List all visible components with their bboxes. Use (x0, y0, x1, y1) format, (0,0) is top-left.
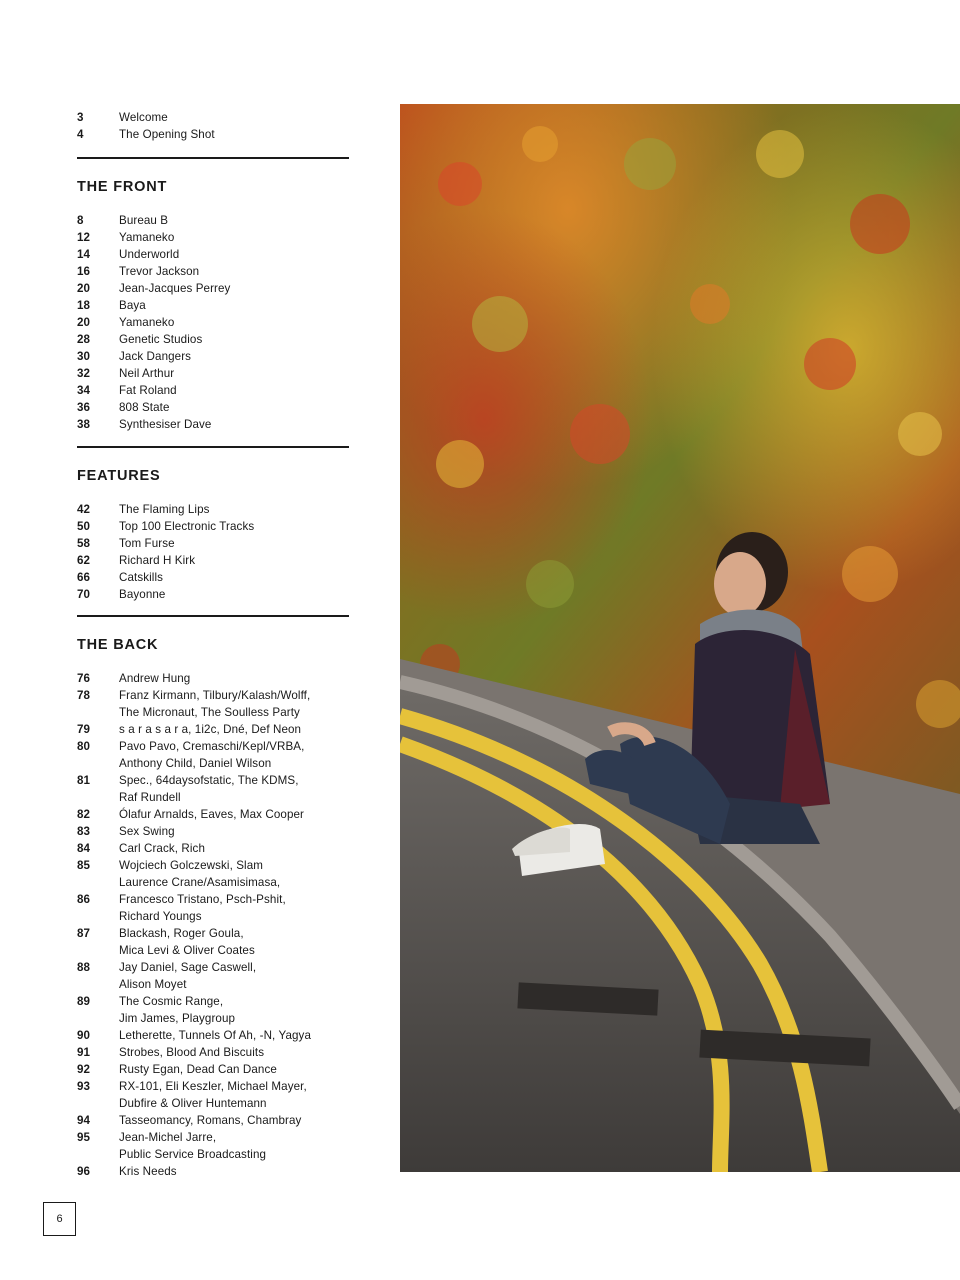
toc-page-number: 95 (77, 1131, 91, 1144)
toc-entry[interactable] (77, 212, 349, 229)
toc-page-number: 20 (77, 316, 91, 329)
toc-title: Kris Needs (119, 1165, 177, 1178)
toc-entry[interactable] (77, 297, 349, 314)
toc-page-number: 96 (77, 1165, 91, 1178)
toc-title: Bureau B (119, 214, 169, 227)
toc-entry[interactable] (77, 823, 349, 840)
toc-entry[interactable] (77, 416, 349, 433)
toc-entry[interactable] (77, 1163, 349, 1180)
toc-page-number: 20 (77, 282, 91, 295)
toc-page-number: 34 (77, 384, 91, 397)
toc-entry[interactable] (77, 959, 349, 993)
toc-title: Richard H Kirk (119, 554, 196, 567)
toc-entry[interactable] (77, 314, 349, 331)
toc-entry[interactable] (77, 552, 349, 569)
toc-page-number: 92 (77, 1063, 91, 1076)
section-divider (77, 615, 349, 617)
toc-page-number: 12 (77, 231, 91, 244)
toc-page-number: 85 (77, 859, 91, 872)
toc-page-number: 87 (77, 927, 91, 940)
toc-entry[interactable] (77, 857, 349, 891)
toc-title: Strobes, Blood And Biscuits (119, 1046, 265, 1059)
toc-title: Catskills (119, 571, 164, 584)
toc-entry[interactable] (77, 331, 349, 348)
toc-page-number: 58 (77, 537, 91, 550)
toc-entry[interactable] (77, 229, 349, 246)
toc-title: Neil Arthur (119, 367, 175, 380)
toc-title: RX-101, Eli Keszler, Michael Mayer, Dubfire & Oliver Huntemann (119, 1080, 307, 1110)
toc-entry[interactable] (77, 687, 349, 721)
toc-title: Wojciech Golczewski, Slam Laurence Crane/Asamisimasa, (119, 859, 281, 889)
toc-entry[interactable] (77, 348, 349, 365)
toc-page-number: 38 (77, 418, 91, 431)
toc-title: Synthesiser Dave (119, 418, 212, 431)
toc-title: Welcome (119, 111, 168, 124)
toc-entry[interactable] (77, 1078, 349, 1112)
toc-page-number: 70 (77, 588, 91, 601)
toc-title: Ólafur Arnalds, Eaves, Max Cooper (119, 808, 305, 821)
toc-title: Top 100 Electronic Tracks (119, 520, 255, 533)
page-number: 6 (43, 1202, 76, 1236)
toc-page-number: 32 (77, 367, 91, 380)
toc-page-number: 91 (77, 1046, 91, 1059)
toc-page-number: 81 (77, 774, 91, 787)
toc-entry[interactable] (77, 1044, 349, 1061)
back-list (77, 670, 349, 1180)
toc-page-number: 89 (77, 995, 91, 1008)
toc-page-number: 84 (77, 842, 91, 855)
section-heading-front: THE FRONT (77, 179, 168, 195)
toc-entry[interactable] (77, 518, 349, 535)
toc-page-number: 30 (77, 350, 91, 363)
toc-title: Bayonne (119, 588, 166, 601)
toc-title: 808 State (119, 401, 170, 414)
toc-title: Tasseomancy, Romans, Chambray (119, 1114, 302, 1127)
toc-title: The Flaming Lips (119, 503, 210, 516)
toc-page-number: 3 (77, 111, 84, 124)
toc-title: Underworld (119, 248, 180, 261)
toc-title: Jean-Michel Jarre, Public Service Broadcasting (119, 1131, 267, 1161)
toc-entry[interactable] (77, 535, 349, 552)
toc-page-number: 82 (77, 808, 91, 821)
toc-page-number: 80 (77, 740, 91, 753)
toc-title: Yamaneko (119, 316, 175, 329)
toc-title: Baya (119, 299, 146, 312)
toc-entry[interactable] (77, 263, 349, 280)
toc-entry[interactable] (77, 1112, 349, 1129)
toc-page-number: 14 (77, 248, 91, 261)
toc-page-number: 76 (77, 672, 91, 685)
toc-entry[interactable] (77, 840, 349, 857)
toc-entry[interactable] (77, 586, 349, 603)
toc-title: Letherette, Tunnels Of Ah, -N, Yagya (119, 1029, 312, 1042)
toc-title: Genetic Studios (119, 333, 203, 346)
toc-page-number: 62 (77, 554, 91, 567)
toc-entry[interactable] (77, 109, 349, 126)
toc-page-number: 16 (77, 265, 91, 278)
toc-page-number: 83 (77, 825, 91, 838)
toc-entry[interactable] (77, 925, 349, 959)
toc-page-number: 4 (77, 128, 84, 141)
toc-title: Andrew Hung (119, 672, 191, 685)
toc-title: Francesco Tristano, Psch-Pshit, Richard Youngs (119, 893, 286, 923)
toc-title: Carl Crack, Rich (119, 842, 205, 855)
toc-title: Franz Kirmann, Tilbury/Kalash/Wolff, The Micronaut, The Soulless Party (119, 689, 311, 719)
toc-title: Jay Daniel, Sage Caswell, Alison Moyet (119, 961, 257, 991)
section-divider (77, 157, 349, 159)
toc-entry[interactable] (77, 280, 349, 297)
toc-title: Trevor Jackson (119, 265, 200, 278)
toc-page-number: 90 (77, 1029, 91, 1042)
toc-title: The Cosmic Range, Jim James, Playgroup (119, 995, 236, 1025)
toc-page-number: 86 (77, 893, 91, 906)
toc-title: s a r a s a r a, 1i2c, Dné, Def Neon (119, 723, 302, 736)
toc-entry[interactable] (77, 569, 349, 586)
section-divider (77, 446, 349, 448)
intro-list (77, 109, 349, 143)
toc-entry[interactable] (77, 993, 349, 1027)
toc-page-number: 18 (77, 299, 91, 312)
toc-entry[interactable] (77, 891, 349, 925)
toc-page-number: 94 (77, 1114, 91, 1127)
table-of-contents (77, 109, 349, 1180)
toc-entry[interactable] (77, 246, 349, 263)
toc-title: Sex Swing (119, 825, 175, 838)
toc-page-number: 88 (77, 961, 91, 974)
toc-entry[interactable] (77, 126, 349, 143)
front-list (77, 212, 349, 433)
toc-entry[interactable] (77, 501, 349, 518)
section-heading-features: FEATURES (77, 468, 161, 484)
toc-page-number: 93 (77, 1080, 91, 1093)
toc-title: Fat Roland (119, 384, 177, 397)
toc-entry[interactable] (77, 382, 349, 399)
toc-page-number: 66 (77, 571, 91, 584)
toc-entry[interactable] (77, 738, 349, 772)
toc-title: Rusty Egan, Dead Can Dance (119, 1063, 277, 1076)
toc-title: Spec., 64daysofstatic, The KDMS, Raf Rundell (119, 774, 299, 804)
toc-page-number: 50 (77, 520, 91, 533)
toc-entry[interactable] (77, 1129, 349, 1163)
toc-title: Jack Dangers (119, 350, 192, 363)
toc-entry[interactable] (77, 670, 349, 687)
toc-page-number: 78 (77, 689, 91, 702)
toc-entry[interactable] (77, 806, 349, 823)
toc-page-number: 79 (77, 723, 91, 736)
toc-page-number: 36 (77, 401, 91, 414)
toc-title: Yamaneko (119, 231, 175, 244)
features-list (77, 501, 349, 603)
toc-title: Jean-Jacques Perrey (119, 282, 231, 295)
toc-page-number: 28 (77, 333, 91, 346)
toc-title: The Opening Shot (119, 128, 215, 141)
toc-title: Tom Furse (119, 537, 175, 550)
toc-entry[interactable] (77, 1061, 349, 1078)
toc-entry[interactable] (77, 1027, 349, 1044)
toc-entry[interactable] (77, 399, 349, 416)
toc-title: Blackash, Roger Goula, Mica Levi & Oliver Coates (119, 927, 255, 957)
toc-page-number: 42 (77, 503, 91, 516)
toc-entry[interactable] (77, 721, 349, 738)
toc-entry[interactable] (77, 365, 349, 382)
section-heading-back: THE BACK (77, 637, 159, 653)
cover-photo (400, 104, 960, 1172)
toc-page-number: 8 (77, 214, 84, 227)
toc-title: Pavo Pavo, Cremaschi/Kepl/VRBA, Anthony Child, Daniel Wilson (119, 740, 305, 770)
toc-entry[interactable] (77, 772, 349, 806)
